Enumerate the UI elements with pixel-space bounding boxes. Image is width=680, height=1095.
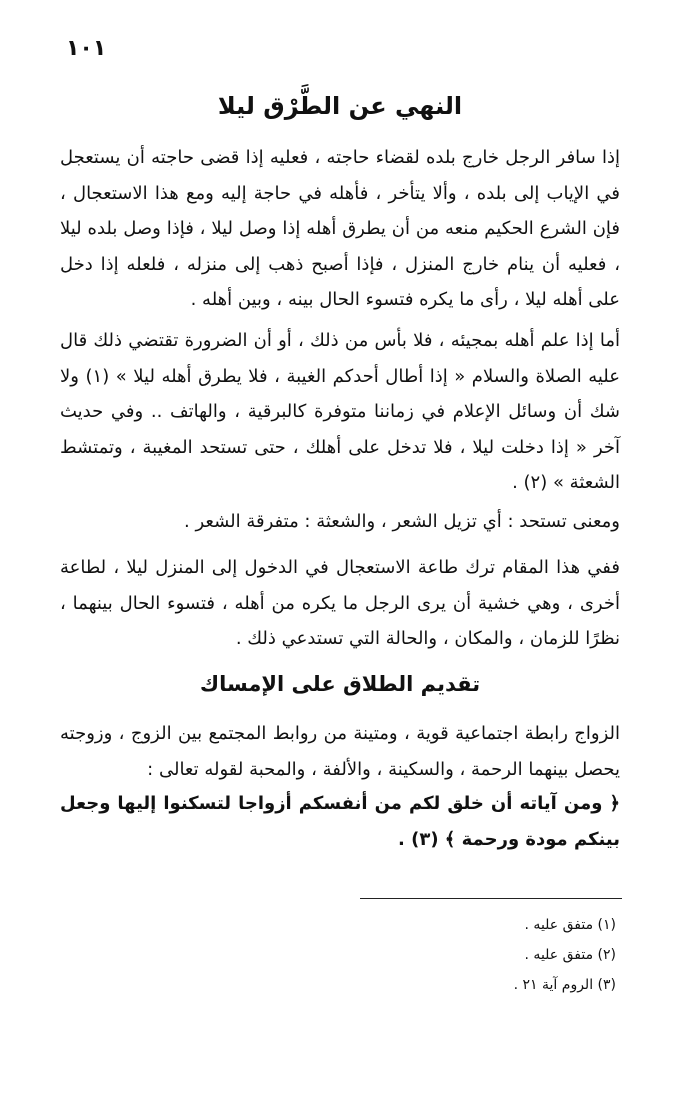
footnote-divider xyxy=(360,898,622,899)
footnote-3: (٣) الروم آية ٢١ . xyxy=(513,977,616,993)
section-title-night-visit: النهي عن الطَّرْق ليلا xyxy=(217,92,463,120)
paragraph-4: ففي هذا المقام ترك طاعة الاستعجال في الدخول إلى المنزل ليلا ، لطاعة أخرى ، وهي خشية أن يرى الرجل ما يكره من أهله ، فتسوء الحال بينهما ، نظرًا للزمان ، والمكان ، والحالة التي تستدعي ذلك . xyxy=(60,557,620,649)
footnote-1: (١) متفق عليه . xyxy=(524,917,616,933)
quran-verse: ﴿ ومن آياته أن خلق لكم من أنفسكم أزواجا لتسكنوا إليها وجعل بينكم مودة ورحمة ﴾ (٣) . xyxy=(60,793,620,850)
footnotes xyxy=(60,910,616,1000)
paragraph-1: إذا سافر الرجل خارج بلده لقضاء حاجته ، فعليه إذا قضى حاجته أن يستعجل في الإياب إلى بلده ، وألا يتأخر ، فأهله في حاجة إليه ومع هذا الاستعجال ، فإن الشرع الحكيم منعه من أن يطرق أهله إذا وصل ليلا ، فإذا وصل بلده ليلا ، فعليه أن ينام خارج المنزل ، فإذا أصبح ذهب إلى منزله ، فلعله إذا دخل على أهله ليلا ، رأى ما يكره فتسوء الحال بينه ، وبين أهله . xyxy=(60,147,620,310)
paragraph-5: الزواج رابطة اجتماعية قوية ، ومتينة من روابط المجتمع بين الزوج ، وزوجته يحصل بينهما الرحمة ، والسكينة ، والألفة ، والمحبة لقوله تعالى : xyxy=(60,723,620,780)
page-number: ١٠١ xyxy=(66,36,107,61)
paragraph-2: أما إذا علم أهله بمجيئه ، فلا بأس من ذلك ، أو أن الضرورة تقتضي ذلك قال عليه الصلاة والسلام « إذا أطال أحدكم الغيبة ، فلا يطرق أهله ليلا » (١) ولا شك أن وسائل الإعلام في زماننا متوفرة كالبرقية ، والهاتف .. وفي حديث آخر « إذا دخلت ليلا ، فلا تدخل على أهلك ، حتى تستحد المغيبة ، وتمتشط الشعثة » (٢) . xyxy=(60,330,621,493)
footnote-2: (٢) متفق عليه . xyxy=(524,947,616,963)
paragraph-3: ومعنى تستحد : أي تزيل الشعر ، والشعثة : متفرقة الشعر . xyxy=(184,511,620,532)
section-title-divorce: تقديم الطلاق على الإمساك xyxy=(199,672,481,696)
